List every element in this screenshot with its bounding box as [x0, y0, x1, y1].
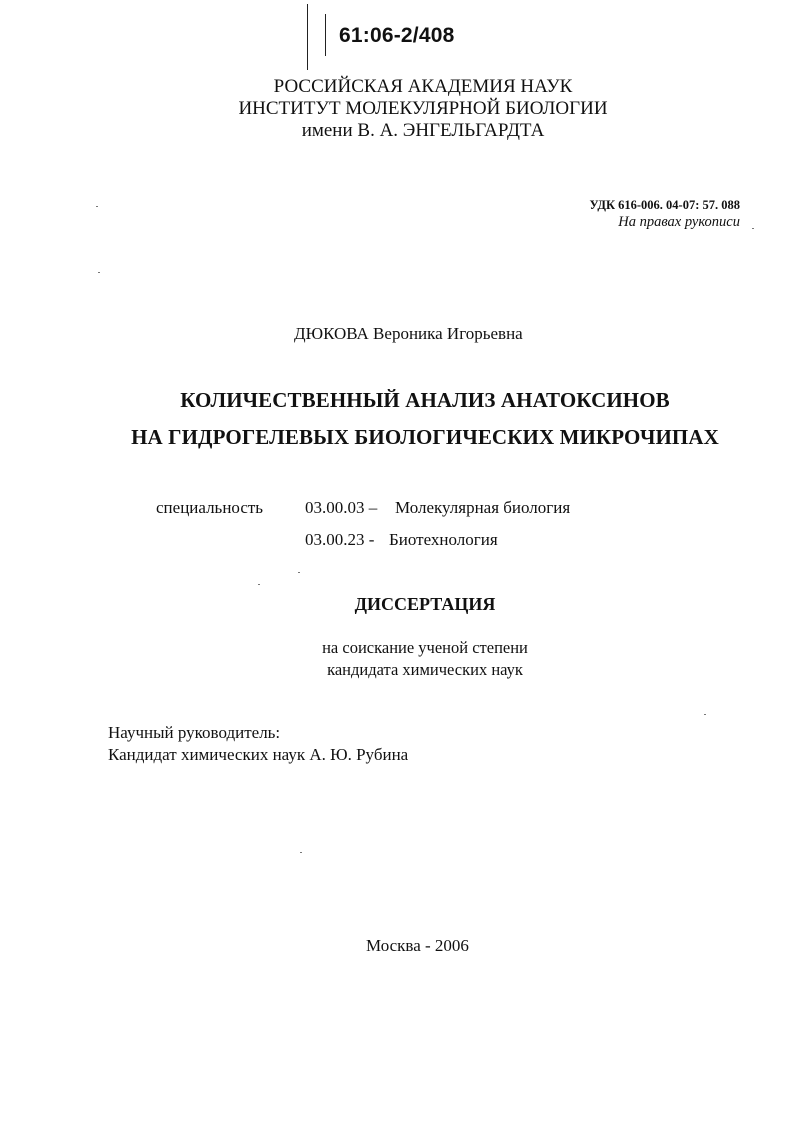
specialty-code-2: 03.00.23 -	[305, 530, 375, 549]
scan-vertical-line-right	[325, 14, 326, 56]
scan-speck	[96, 206, 98, 207]
specialty-label: специальность	[156, 498, 264, 517]
supervisor-name: Кандидат химических наук А. Ю. Рубина	[108, 745, 409, 764]
thesis-title-line-1: КОЛИЧЕСТВЕННЫЙ АНАЛИЗ АНАТОКСИНОВ	[180, 388, 670, 412]
scan-vertical-line-left	[307, 4, 308, 70]
specialty-code-1: 03.00.03 –	[305, 498, 378, 517]
institution-line-3: имени В. А. ЭНГЕЛЬГАРДТА	[301, 120, 545, 141]
place-and-year: Москва - 2006	[366, 936, 469, 955]
author-name: ДЮКОВА Вероника Игорьевна	[294, 324, 523, 343]
rights-note: На правах рукописи	[618, 214, 740, 230]
scan-speck	[300, 852, 302, 853]
degree-line-1: на соискание ученой степени	[322, 638, 528, 657]
work-type-heading: ДИССЕРТАЦИЯ	[354, 594, 496, 614]
specialty-name-2: Биотехнология	[389, 530, 498, 549]
library-stamp-code: 61:06-2/408	[339, 24, 455, 47]
scan-speck	[98, 272, 100, 273]
supervisor-label: Научный руководитель:	[108, 723, 281, 742]
institution-line-1: РОССИЙСКАЯ АКАДЕМИЯ НАУК	[273, 76, 573, 97]
institution-line-2: ИНСТИТУТ МОЛЕКУЛЯРНОЙ БИОЛОГИИ	[238, 98, 608, 119]
degree-line-2: кандидата химических наук	[327, 660, 523, 679]
scan-speck	[258, 584, 260, 585]
thesis-title-line-2: НА ГИДРОГЕЛЕВЫХ БИОЛОГИЧЕСКИХ МИКРОЧИПАХ	[131, 425, 719, 449]
specialty-name-1: Молекулярная биология	[395, 498, 571, 517]
scan-speck	[298, 572, 300, 573]
scan-speck	[704, 714, 706, 715]
udk-code: УДК 616-006. 04-07: 57. 088	[589, 198, 740, 212]
scan-speck	[752, 228, 754, 229]
